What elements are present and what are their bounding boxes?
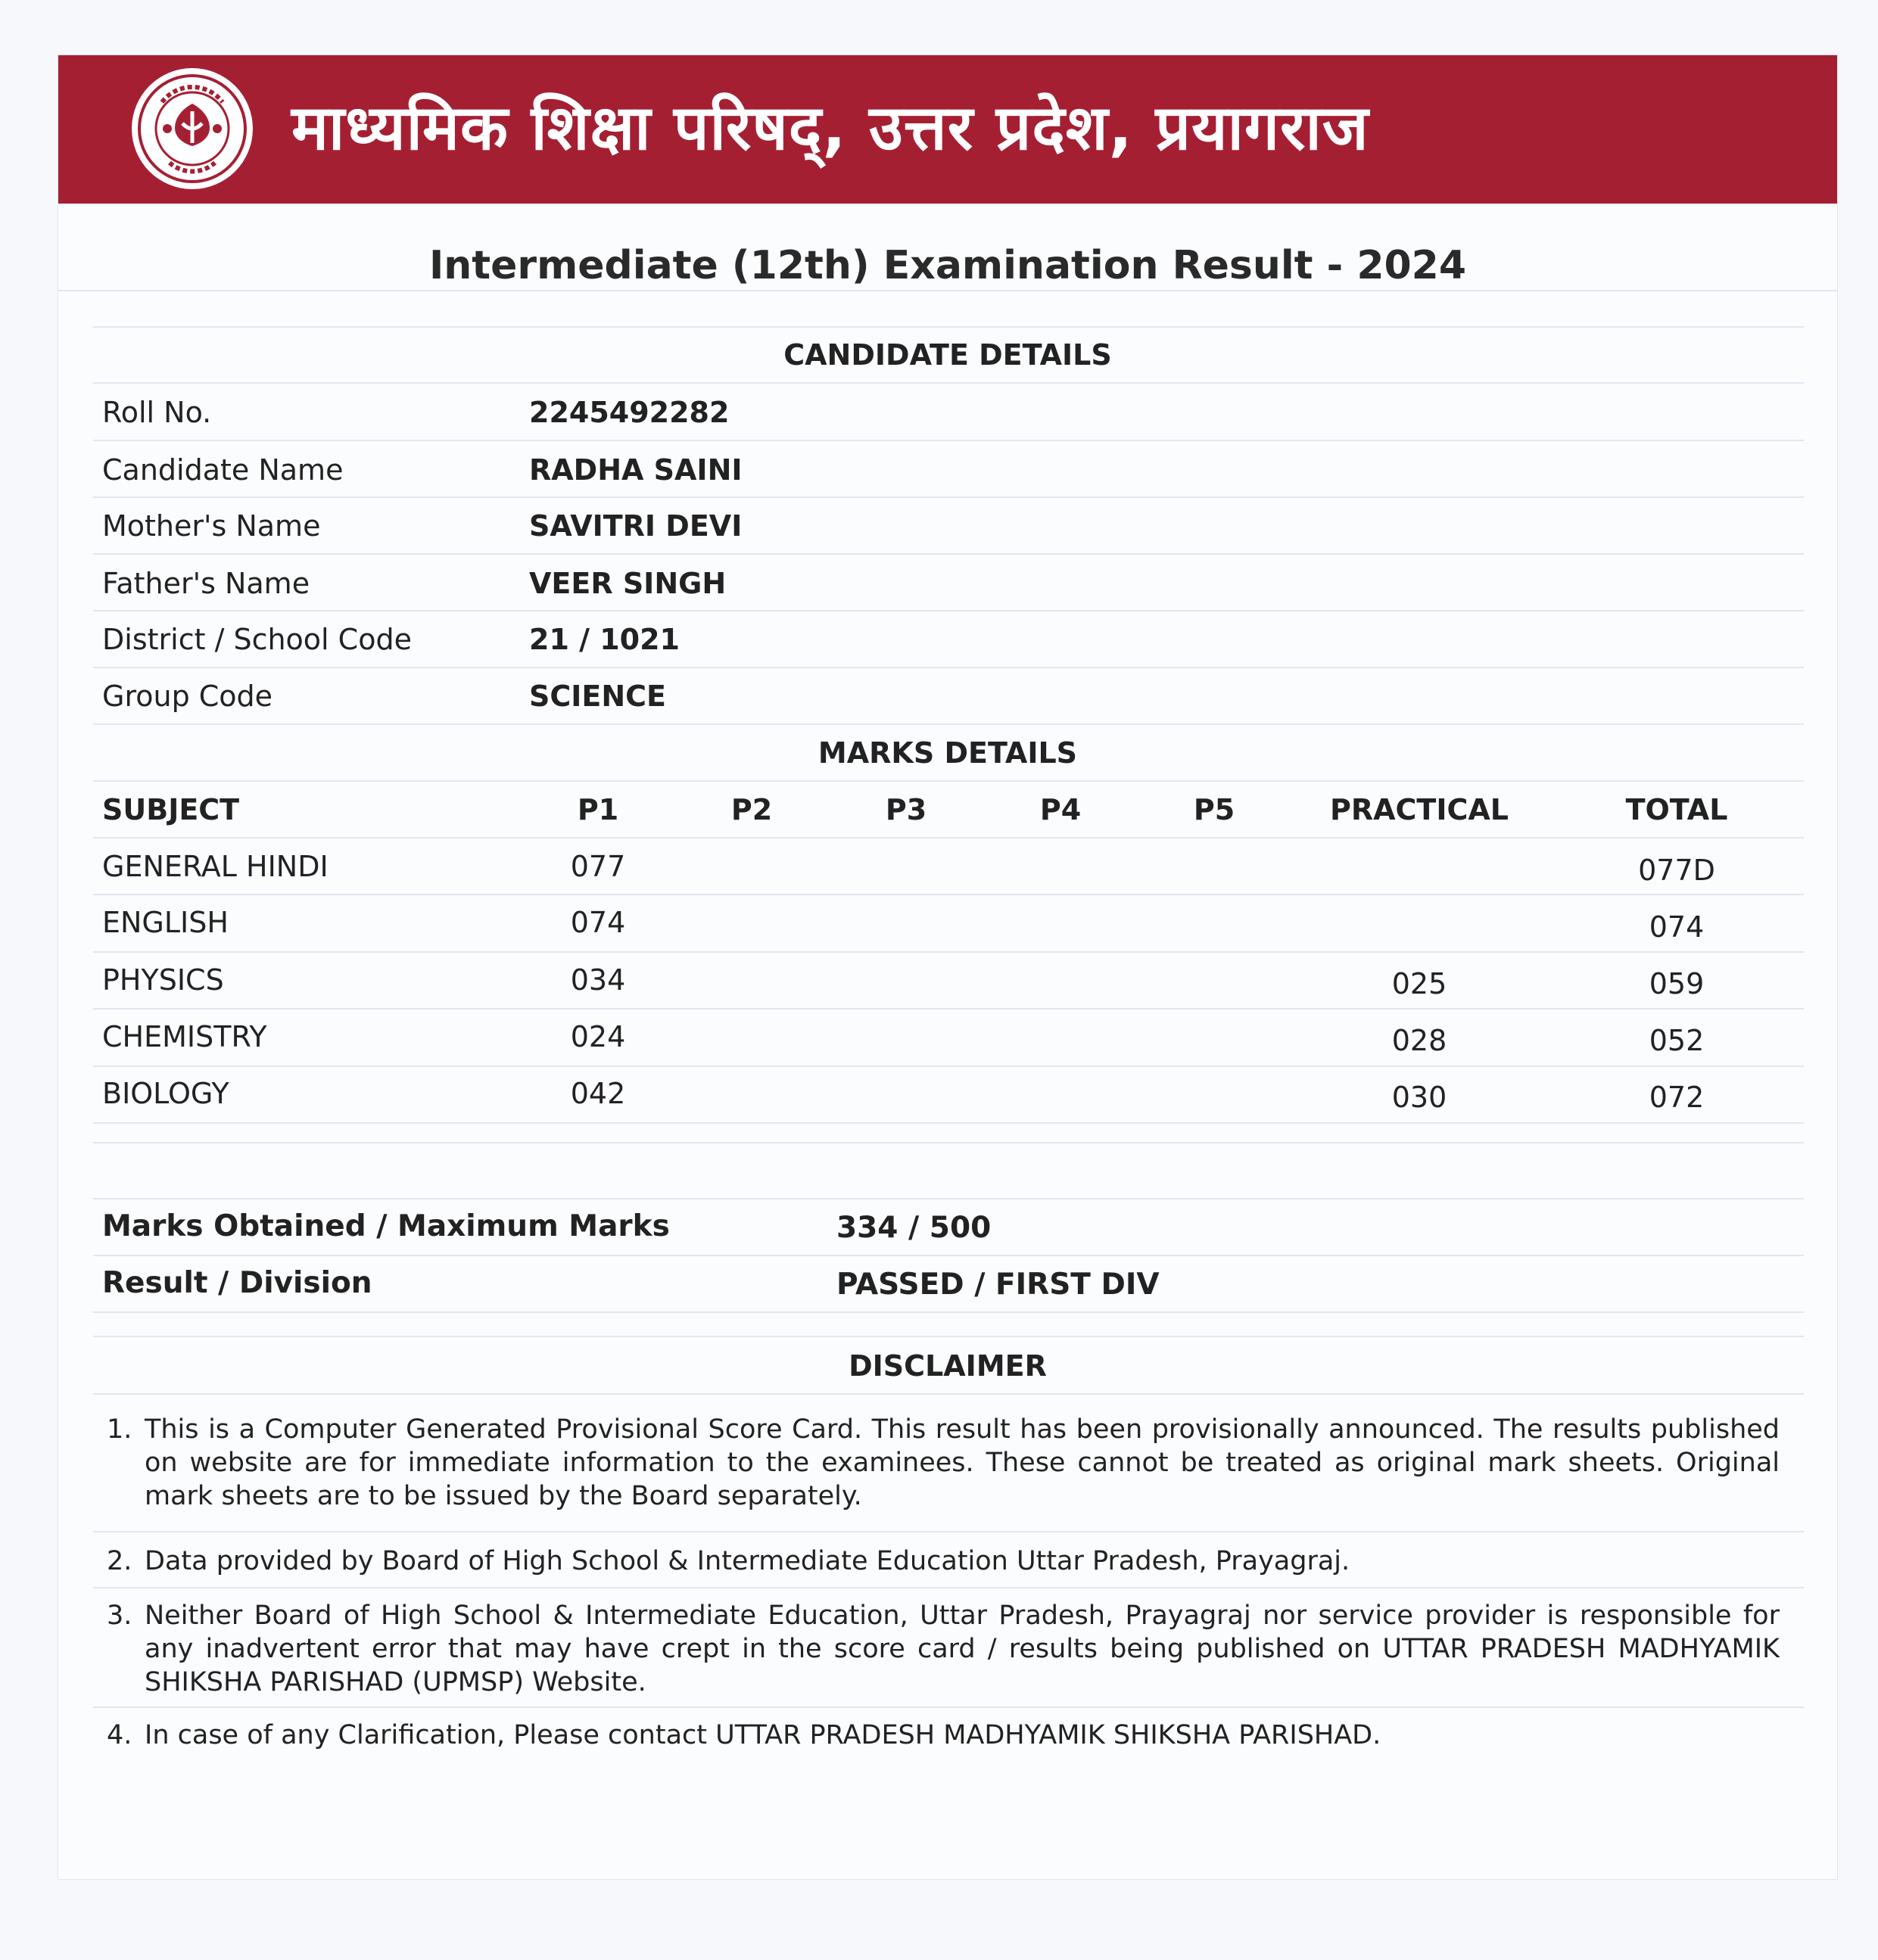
total-cell: 074: [1649, 910, 1705, 944]
column-header-total: TOTAL: [1625, 793, 1728, 826]
roll-no-value: 2245492282: [529, 396, 730, 429]
total-cell: 052: [1649, 1024, 1705, 1057]
disclaimer-text: Data provided by Board of High School & Intermediate Education Uttar Pradesh, Prayagraj.: [145, 1546, 1350, 1576]
divider: [93, 1008, 1804, 1010]
divider: [93, 496, 1804, 498]
divider: [93, 1311, 1804, 1313]
divider: [93, 667, 1804, 668]
disclaimer-number: 1.: [107, 1414, 132, 1445]
practical-cell: 025: [1391, 967, 1447, 1000]
column-header-subject: SUBJECT: [102, 793, 240, 826]
subject-cell: GENERAL HINDI: [102, 850, 329, 883]
p1-cell: 024: [570, 1020, 626, 1053]
marks-details-heading: MARKS DETAILS: [818, 736, 1078, 770]
p1-cell: 077: [570, 850, 626, 883]
divider: [93, 894, 1804, 895]
group-code-value: SCIENCE: [529, 680, 667, 713]
result-division-value: PASSED / FIRST DIV: [836, 1268, 1160, 1302]
divider: [93, 1122, 1804, 1124]
divider: [93, 837, 1804, 838]
roll-no-label: Roll No.: [102, 396, 212, 429]
total-cell: 059: [1649, 967, 1705, 1000]
divider: [93, 553, 1804, 555]
total-cell: 072: [1649, 1081, 1705, 1114]
divider: [93, 1706, 1804, 1708]
column-header-practical: PRACTICAL: [1330, 793, 1509, 826]
district-school-code-value: 21 / 1021: [529, 623, 680, 656]
page-title: Intermediate (12th) Examination Result - 2024: [428, 243, 1467, 288]
disclaimer-text: This is a Computer Generated Provisional Score Card. This result has been provisionally announced. The results published on website are for immediate information to the examinees. These cannot be treated as original mark sheets. Original mark sheets are to be issued by the Board separately.: [145, 1414, 1780, 1511]
divider: [93, 1198, 1804, 1199]
column-header-p5: P5: [1193, 793, 1235, 826]
column-header-p3: P3: [885, 793, 927, 826]
divider: [93, 1531, 1804, 1532]
group-code-label: Group Code: [102, 680, 273, 713]
result-sheet: [58, 54, 1838, 1880]
divider: [93, 1587, 1804, 1588]
marks-obtained-label: Marks Obtained / Maximum Marks: [102, 1209, 670, 1243]
divider: [93, 1255, 1804, 1256]
disclaimer-heading: DISCLAIMER: [849, 1349, 1047, 1383]
divider: [93, 1066, 1804, 1067]
disclaimer-number: 3.: [107, 1601, 132, 1631]
board-name: माध्यमिक शिक्षा परिषद्, उत्तर प्रदेश, प्रयागराज: [291, 92, 1369, 164]
divider: [93, 780, 1804, 782]
subject-cell: ENGLISH: [102, 906, 229, 939]
divider: [93, 326, 1804, 328]
upmsp-seal-icon: [128, 64, 257, 193]
disclaimer-text: In case of any Clarification, Please contact UTTAR PRADESH MADHYAMIK SHIKSHA PARISHAD.: [145, 1720, 1381, 1750]
mother-name-label: Mother's Name: [102, 509, 321, 543]
divider: [93, 1142, 1804, 1143]
column-header-p1: P1: [577, 793, 619, 826]
disclaimer-item: [107, 1599, 1780, 1699]
disclaimer-item: [107, 1719, 1780, 1752]
disclaimer-number: 2.: [107, 1546, 132, 1576]
district-school-code-label: District / School Code: [102, 623, 412, 656]
p1-cell: 042: [570, 1077, 626, 1110]
mother-name-value: SAVITRI DEVI: [529, 509, 743, 543]
column-header-p2: P2: [730, 793, 773, 826]
candidate-name-value: RADHA SAINI: [529, 453, 743, 487]
total-cell: 077D: [1638, 854, 1715, 887]
practical-cell: 028: [1391, 1024, 1447, 1057]
divider: [93, 382, 1804, 384]
disclaimer-item: [107, 1545, 1780, 1578]
subject-cell: BIOLOGY: [102, 1077, 229, 1110]
divider: [93, 951, 1804, 953]
subject-cell: PHYSICS: [102, 963, 224, 997]
candidate-name-label: Candidate Name: [102, 453, 344, 487]
disclaimer-text: Neither Board of High School & Intermediate Education, Uttar Pradesh, Prayagraj nor service provider is responsible for any inadvertent error that may have crept in the score card / results being published on UTTAR PRADESH MADHYAMIK SHIKSHA PARISHAD (UPMSP) Website.: [145, 1601, 1780, 1697]
divider: [93, 1336, 1804, 1337]
divider: [93, 440, 1804, 441]
disclaimer-number: 4.: [107, 1720, 132, 1750]
father-name-value: VEER SINGH: [529, 567, 727, 600]
marks-obtained-value: 334 / 500: [836, 1211, 992, 1245]
result-division-label: Result / Division: [102, 1266, 372, 1300]
practical-cell: 030: [1391, 1081, 1447, 1114]
father-name-label: Father's Name: [102, 567, 310, 600]
candidate-details-heading: CANDIDATE DETAILS: [783, 338, 1112, 372]
divider: [93, 1393, 1804, 1395]
p1-cell: 074: [570, 906, 626, 939]
disclaimer-item: [107, 1413, 1780, 1513]
subject-cell: CHEMISTRY: [102, 1020, 267, 1053]
divider: [93, 723, 1804, 725]
column-header-p4: P4: [1039, 793, 1082, 826]
header-banner: [58, 55, 1837, 204]
p1-cell: 034: [570, 963, 626, 997]
divider: [58, 290, 1837, 291]
divider: [93, 610, 1804, 611]
